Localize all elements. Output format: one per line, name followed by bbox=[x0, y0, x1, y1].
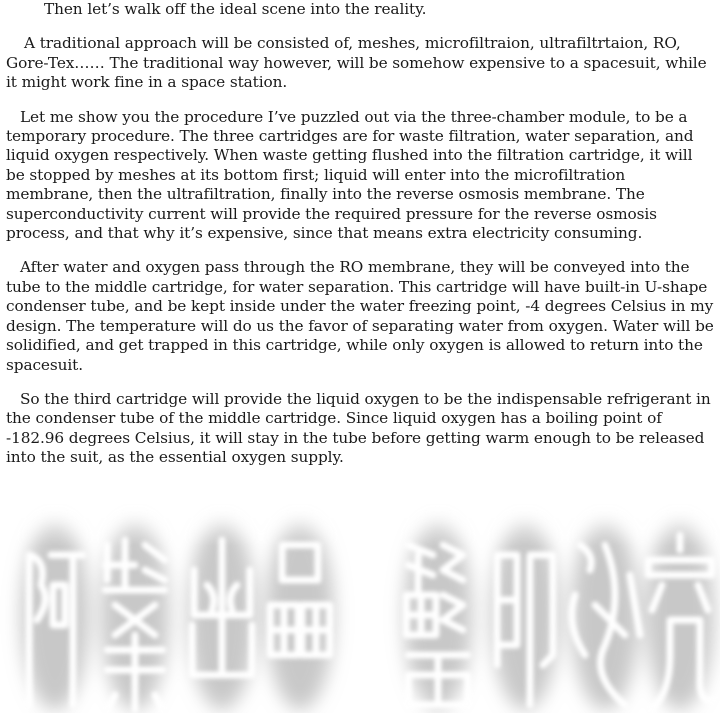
seal-watermark bbox=[0, 490, 720, 713]
seal-shadow bbox=[491, 520, 559, 710]
paragraph-liquid-oxygen: So the third cartridge will provide the liquid oxygen to be the indispensable refrigerant in the condenser tube of the middle cartridge. Since liquid oxygen has a boiling point of -182.96 degrees Celsius, it will stay in the tube before getting warm enough to be released into the suit, as the essential oxygen supply. bbox=[6, 389, 711, 467]
paragraph-water-separation: After water and oxygen pass through the RO membrane, they will be conveyed into the tube to the middle cartridge, for water separation. This cartridge will have built-in U-shape condenser tube, and be kept inside under the water freezing point, -4 degrees Celsius in my design. The temperature will do us the favor of separating water from oxygen. Water will be solidified, and get trapped in this cartridge, while only oxygen is allowed to return into the spacesuit. bbox=[6, 258, 714, 374]
paragraph-intro: Then let’s walk off the ideal scene into the reality. bbox=[44, 0, 427, 18]
paragraph-procedure: Let me show you the procedure I’ve puzzled out via the three-chamber module, to be a temporary procedure. The three cartridges are for waste filtration, water separation, and liquid oxygen respectively. When waste getting flushed into the filtration cartridge, it will be stopped by meshes at its bottom first; liquid will enter into the microfiltration membrane, then the ultrafiltration, finally into the reverse osmosis membrane. The superconductivity current will provide the required pressure for the reverse osmosis process, and that why it’s expensive, since that means extra electricity consuming. bbox=[6, 107, 694, 243]
seal-watermark-image bbox=[0, 490, 720, 713]
paragraph-traditional-approach: A traditional approach will be consisted of, meshes, microfiltraion, ultrafiltrtaion, RO, Gore-Tex…… The traditional way however, will be somehow expensive to a spacesuit, while it might work fine in a space station. bbox=[6, 34, 707, 92]
document-body bbox=[6, 0, 714, 483]
